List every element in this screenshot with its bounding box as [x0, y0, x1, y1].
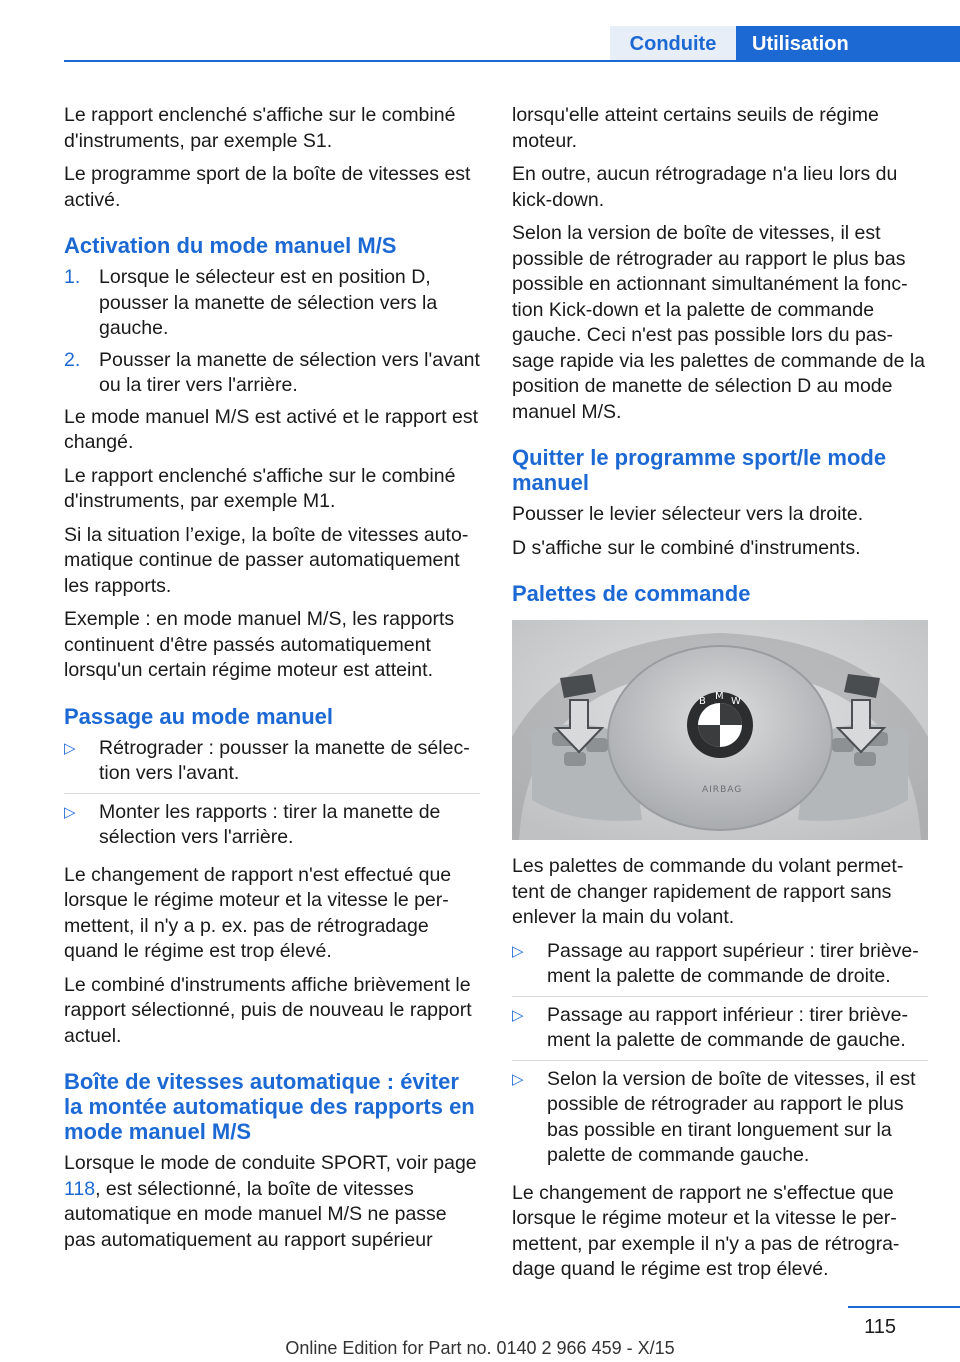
paragraph	[64, 1151, 480, 1253]
paragraph: Le changement de rapport ne s'effectue que lorsque le régime moteur et la vitesse le permettent, par exemple il n'y a pas de rétrogradage quand le régime est trop élevé.	[512, 1181, 900, 1280]
paragraph: lorsqu'elle atteint certains seuils de régime moteur.	[512, 104, 879, 152]
list-item-text: Monter les rapports : tirer la manette de sélection vers l'arrière.	[99, 800, 441, 848]
list-item	[64, 800, 480, 857]
list-item-text: Passage au rapport inférieur : tirer brièvement la palette de commande de gauche.	[547, 1003, 908, 1051]
paragraph: Les palettes de commande du volant permettent de changer rapidement de rapport sans enlever la main du volant.	[512, 855, 904, 928]
paragraph-text: , est sélectionné, la boîte de vitesses automatique en mode manuel M/S ne passe pas automatiquement au rapport supérieur	[64, 1177, 447, 1251]
step-item	[64, 348, 480, 399]
tab-utilisation[interactable]: Utilisation	[736, 26, 960, 62]
triangle-bullet-icon: ▷	[64, 803, 76, 821]
paragraph: Le mode manuel M/S est activé et le rapport est changé.	[64, 405, 479, 453]
step-text: Pousser la manette de sélection vers l'avant ou la tirer vers l'arrière.	[99, 348, 480, 396]
paragraph: Le changement de rapport n'est effectué que lorsque le régime moteur et la vitesse le permettent, il n'y a p. ex. pas de rétrogradage quand le régime est trop élevé.	[64, 863, 452, 962]
step-number: 1.	[64, 266, 81, 288]
paragraph: Exemple : en mode manuel M/S, les rapports continuent d'être passés automatiquement lorsqu'un certain régime moteur est atteint.	[64, 608, 455, 681]
steps-list	[64, 265, 480, 399]
list-item	[512, 939, 928, 997]
heading-passage-manuel: Passage au mode manuel	[64, 703, 333, 729]
paragraph: D s'affiche sur le combiné d'instruments.	[512, 536, 861, 559]
list-item	[64, 736, 480, 794]
list-item-text: Selon la version de boîte de vitesses, il est possible de rétrograder au rapport le plus bas possible en tirant longuement sur la palette de commande gauche.	[547, 1067, 916, 1166]
list-item-text: Passage au rapport supérieur : tirer brièvement la palette de commande de droite.	[547, 939, 919, 987]
list-item-text: Rétrograder : pousser la manette de sélection vers l'avant.	[99, 736, 470, 784]
triangle-bullet-icon: ▷	[64, 739, 76, 757]
step-number: 2.	[64, 348, 81, 371]
triangle-bullet-icon: ▷	[512, 1070, 524, 1088]
list-item	[512, 1067, 928, 1175]
triangle-bullet-icon: ▷	[512, 942, 524, 960]
logo-letter: M	[715, 691, 724, 702]
paragraph: Le combiné d'instruments affiche brièvement le rapport sélectionné, puis de nouveau le rapport actuel.	[64, 973, 472, 1047]
left-column	[64, 103, 480, 1261]
footer-rule	[848, 1306, 960, 1308]
step-text: Lorsque le sélecteur est en position D, pousser la manette de sélection vers la gauche.	[99, 266, 438, 339]
heading-palettes: Palettes de commande	[512, 581, 751, 606]
bullet-list	[64, 736, 480, 857]
paragraph: Selon la version de boîte de vitesses, il est possible de rétrograder au rapport le plus bas possible en actionnant simultanément la fonction Kick-down et la palette de commande gauche. Ceci n'est pas possible lors du passage rapide via les palettes de commande de la position de manette de sélection D au mode manuel M/S.	[512, 222, 926, 423]
heading-boite-vitesses: Boîte de vitesses automatique : éviter la montée automatique des rapports en mode manuel M/S	[64, 1069, 475, 1144]
triangle-bullet-icon: ▷	[512, 1006, 524, 1024]
bullet-list	[512, 939, 928, 1175]
right-column	[512, 103, 928, 1291]
paragraph: En outre, aucun rétrogradage n'a lieu lors du kick-down.	[512, 163, 898, 211]
paragraph: Le programme sport de la boîte de vitesses est activé.	[64, 163, 471, 211]
list-item	[512, 1003, 928, 1061]
airbag-label: AIRBAG	[702, 785, 743, 795]
edition-footer: Online Edition for Part no. 0140 2 966 459 - X/15	[285, 1338, 675, 1358]
logo-letter: W	[731, 696, 741, 707]
paragraph: Si la situation l’exige, la boîte de vitesses automatique continue de passer automatiquement les rapports.	[64, 523, 469, 597]
steering-wheel-illustration	[512, 620, 928, 840]
heading-activation-manuel: Activation du mode manuel M/S	[64, 233, 397, 258]
steering-wheel-svg	[512, 620, 928, 840]
logo-letter: B	[699, 696, 706, 707]
header-rule	[64, 60, 960, 62]
page-number: 115	[864, 1316, 896, 1338]
step-item	[64, 265, 480, 342]
paragraph: Le rapport enclenché s'affiche sur le combiné d'instruments, par exemple M1.	[64, 464, 456, 512]
page-link[interactable]: 118	[64, 1177, 96, 1200]
paragraph-text: Lorsque le mode de conduite SPORT, voir page	[64, 1152, 477, 1174]
tab-conduite[interactable]: Conduite	[610, 26, 736, 62]
paragraph: Pousser le levier sélecteur vers la droite.	[512, 503, 864, 525]
heading-quitter: Quitter le programme sport/le mode manuel	[512, 445, 887, 495]
paragraph: Le rapport enclenché s'affiche sur le combiné d'instruments, par exemple S1.	[64, 104, 456, 152]
